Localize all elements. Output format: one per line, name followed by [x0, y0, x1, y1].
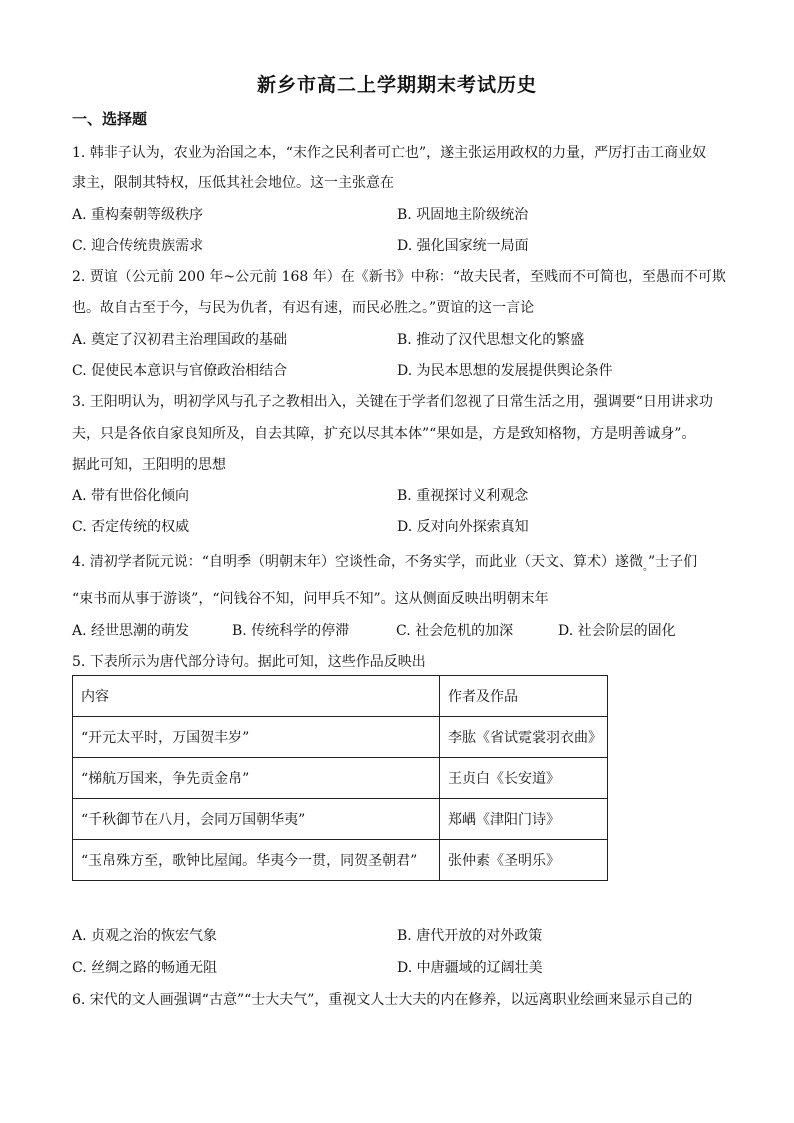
q3-option-a[interactable]: A. 带有世俗化倾向 — [72, 488, 190, 504]
table-row — [73, 840, 608, 881]
q4-option-d[interactable]: D. 社会阶层的固化 — [558, 623, 676, 639]
q1-option-c[interactable]: C. 迎合传统贵族需求 — [72, 238, 204, 254]
page-title: 新乡市高二上学期期末考试历史 — [256, 74, 537, 96]
q3-stem-line2: 夫，只是各依自家良知所及，自去其障，扩充以尽其本体”“果如是，方是致知格物，方是明善诚身”。 — [72, 426, 696, 442]
table-cell-content: “玉帛殊方至，歌钟比屋闻。华夷今一贯，同贺圣朝君” — [73, 840, 440, 881]
poems-table — [72, 675, 608, 881]
table-cell-content: “千秋御节在八月，会同万国朝华夷” — [73, 799, 440, 840]
q1-option-a[interactable]: A. 重构秦朝等级秩序 — [72, 207, 204, 223]
table-cell-content: “开元太平时，万国贺丰岁” — [73, 717, 440, 758]
q5-stem-line1: 5. 下表所示为唐代部分诗句。据此可知，这些作品反映出 — [72, 654, 426, 670]
table-row — [73, 758, 608, 799]
q1-option-d[interactable]: D. 强化国家统一局面 — [397, 238, 529, 254]
q2-option-d[interactable]: D. 为民本思想的发展提供舆论条件 — [397, 363, 613, 379]
table-cell-author: 郑嵎《津阳门诗》 — [440, 799, 608, 840]
q2-option-b[interactable]: B. 推动了汉代思想文化的繁盛 — [397, 332, 585, 348]
table-header-row — [73, 676, 608, 717]
q4-option-a[interactable]: A. 经世思潮的萌发 — [72, 623, 190, 639]
q2-stem-line1: 2. 贾谊（公元前 200 年~公元前 168 年）在《新书》中称：“故夫民者，至贱而不可简也，至愚而不可欺 — [72, 269, 726, 285]
q4-stem-end: ”士子们 — [647, 554, 698, 570]
q3-stem-line1: 3. 王阳明认为，明初学风与孔子之教相出入，关键在于学者们忽视了日常生活之用，强调要“日用讲求功 — [72, 394, 713, 410]
table-header-cell: 作者及作品 — [440, 676, 608, 717]
q5-option-c[interactable]: C. 丝绸之路的畅通无阻 — [72, 960, 218, 976]
q4-stem-line1 — [72, 551, 697, 573]
q2-option-c[interactable]: C. 促使民本意识与官僚政治相结合 — [72, 363, 288, 379]
table-cell-author: 王贞白《长安道》 — [440, 758, 608, 799]
q3-option-b[interactable]: B. 重视探讨义利观念 — [397, 488, 529, 504]
q1-stem-line1: 1. 韩非子认为，农业为治国之本，“末作之民利者可亡也”，遂主张运用政权的力量，严厉打击工商业奴 — [72, 145, 707, 161]
table-header-cell: 内容 — [73, 676, 440, 717]
q3-option-c[interactable]: C. 否定传统的权威 — [72, 519, 190, 535]
q5-option-b[interactable]: B. 唐代开放的对外政策 — [397, 928, 543, 944]
q3-stem-line3: 据此可知，王阳明的思想 — [72, 457, 226, 473]
table-cell-author: 李肱《省试霓裳羽衣曲》 — [440, 717, 608, 758]
q4-option-c[interactable]: C. 社会危机的加深 — [396, 623, 514, 639]
q1-stem-line2: 隶主，限制其特权，压低其社会地位。这一主张意在 — [72, 175, 394, 191]
table-cell-author: 张仲素《圣明乐》 — [440, 840, 608, 881]
q6-stem-line1: 6. 宋代的文人画强调“古意”“士大夫气”，重视文人士大夫的内在修养，以远离职业绘画来显示自己的 — [72, 992, 693, 1008]
q4-option-b[interactable]: B. 传统科学的停滞 — [232, 623, 350, 639]
q4-options-row — [72, 620, 732, 640]
q3-option-d[interactable]: D. 反对向外探索真知 — [397, 519, 529, 535]
section-heading: 一、选择题 — [72, 110, 148, 128]
table-row — [73, 717, 608, 758]
q5-option-a[interactable]: A. 贞观之治的恢宏气象 — [72, 928, 218, 944]
q2-option-a[interactable]: A. 奠定了汉初君主治理国政的基础 — [72, 332, 288, 348]
q4-stem-dot: 。 — [642, 561, 648, 573]
q1-option-b[interactable]: B. 巩固地主阶级统治 — [397, 207, 529, 223]
q2-stem-line2: 也。故自古至于今，与民为仇者，有迟有速，而民必胜之。”贾谊的这一言论 — [72, 300, 535, 316]
table-row — [73, 799, 608, 840]
q5-option-d[interactable]: D. 中唐疆域的辽阔壮美 — [397, 960, 543, 976]
q4-stem-line2: “束书而从事于游谈”，“问钱谷不知，问甲兵不知”。这从侧面反映出明朝末年 — [72, 591, 549, 607]
q4-stem-text: 4. 清初学者阮元说：“自明季（明朝末年）空谈性命，不务实学，而此业（天文、算术）遂微 — [72, 554, 643, 570]
table-cell-content: “梯航万国来，争先贡金帛” — [73, 758, 440, 799]
